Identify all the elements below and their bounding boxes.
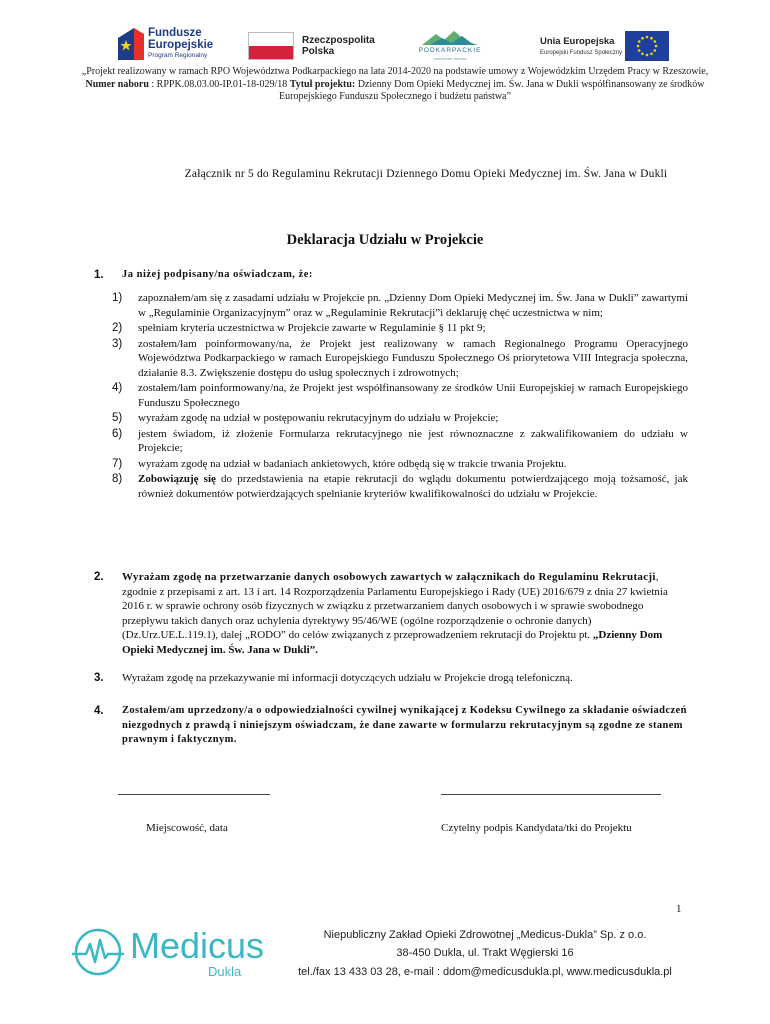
place-date-line — [118, 794, 270, 795]
list-item: 1) zapoznałem/am się z zasadami udziału w Projekcie pn. „Dzienny Dom Opieki Medycznej im. Św. Jana w Dukli” zawartymi w „Regulaminie Organizacyjnym” oraz w „Regulaminie Rekrutacji”i deklaruję chęć uczestnictwa w nim; — [112, 292, 688, 319]
list-item: 5) wyrażam zgodę na udział w postępowaniu rekrutacyjnym do udziału w Projekcie; — [112, 412, 499, 424]
pk-name: PODKARPACKIE — [418, 47, 482, 54]
list-item: 6) jestem świadom, iż złożenie Formularza rekrutacyjnego nie jest równoznaczne z zakwalifikowaniem do udziału w Projekcie; — [112, 427, 688, 454]
rzeczpospolita-polska-logo — [248, 26, 378, 66]
list-item: 2) spełniam kryteria uczestnictwa w Projekcie zawarte w Regulaminie § 11 pkt 9; — [112, 322, 486, 334]
page-number: 1 — [676, 903, 682, 915]
section4-number: 4. — [94, 705, 104, 717]
podkarpackie-logo — [410, 26, 490, 66]
annex-heading: Załącznik nr 5 do Regulaminu Rekrutacji Dziennego Domu Opieki Medycznej im. Św. Jana w Dukli — [184, 168, 668, 180]
section3-number: 3. — [94, 672, 104, 684]
list-item: 3) zostałem/łam poinformowany/na, że Projekt jest realizowany w ramach Regionalnego Programu Operacyjnego Województwa Podkarpackiego w ramach Europejskiego Funduszu Społecznego Oś priorytetowa VIII Integracja społeczna, działanie 8.3. Zwiększenie dostępu do usług społecznych i zdrowotnych; — [112, 337, 688, 379]
footer-contact: tel./fax 13 433 03 28, e-mail : ddom@medicusdukla.pl, www.medicusdukla.pl — [298, 966, 672, 978]
unia-europejska-logo — [522, 26, 672, 66]
place-date-label: Miejscowość, data — [146, 822, 228, 834]
heartbeat-icon — [68, 928, 128, 976]
pk-sub: przestrzeń otwarta — [433, 56, 467, 61]
ue-line2: Europejski Fundusz Społeczny — [540, 50, 623, 56]
medicus-logo — [68, 922, 265, 982]
section2-bold-end: „Dzienny Dom Opieki Medycznej im. Św. Jana w Dukli”. — [122, 629, 663, 656]
eu-flag-icon — [625, 31, 669, 61]
fundusze-europejskie-logo — [118, 26, 228, 66]
rp-line2: Polska — [302, 46, 335, 57]
section2-number: 2. — [94, 571, 104, 583]
note-part2: : RPPK.08.03.00-IP.01-18-029/18 — [148, 78, 290, 90]
note-nabor-label: Numer naboru — [85, 78, 149, 90]
footer-address: 38-450 Dukla, ul. Trakt Węgierski 16 — [396, 947, 574, 959]
list-item: 7) wyrażam zgodę na udział w badaniach ankietowych, które odbędą się w trakcie trwania Projektu. — [112, 457, 567, 470]
fe-line2: Europejskie — [148, 39, 214, 51]
signature-label: Czytelny podpis Kandydata/tki do Projektu — [441, 822, 632, 834]
note-tytul-label: Tytuł projektu: — [289, 78, 356, 90]
section2-body: , zgodnie z przepisami z art. 13 i art. 14 Rozporządzenia Parlamentu Europejskiego i Rady (UE) 2016/679 z dnia 27 kwietnia 2016 r. w sprawie ochrony osób fizycznych w związku z przetwarzaniem danych osobowych i w sprawie swobodnego przepływu takich danych oraz uchylenia dyrektywy 95/46/WE (ogólne rozporządzenie o ochronie danych) (Dz.Urz.UE.L.119.1), dalej „RODO” do celów związanych z przeprowadzeniem rekrutacji do Projektu pt. — [122, 571, 668, 641]
declaration-list — [112, 291, 688, 502]
list-item: 4) zostałem/łam poinformowany/na, że Projekt jest współfinansowany ze środków Unii Europejskiej w ramach Europejskiego Funduszu Społecznego — [112, 382, 688, 409]
logo-sub: Dukla — [208, 964, 242, 979]
section2-text — [122, 570, 688, 657]
fe-star-flag-icon — [118, 28, 144, 60]
footer-company: Niepubliczny Zakład Opieki Zdrowotnej „Medicus-Dukla” Sp. z o.o. — [323, 929, 647, 941]
fe-line3: Program Regionalny — [148, 52, 208, 59]
document-title: Deklaracja Udziału w Projekcie — [286, 232, 484, 248]
section1-number: 1. — [94, 269, 104, 281]
note-part3: Dzienny Dom Opieki Medycznej im. Św. Jana w Dukli współfinansowany ze środków Europejskiego Funduszu Społecznego i budżetu państwa” — [279, 78, 705, 102]
note-part1: „Projekt realizowany w ramach RPO Województwa Podkarpackiego na lata 2014-2020 na podstawie umowy z Wojewódzkim Urzędem Pracy w Rzeszowie, — [81, 66, 709, 77]
polish-flag-icon — [248, 32, 294, 60]
fe-line1: Fundusze — [148, 27, 202, 39]
project-note — [80, 66, 710, 104]
section4-text: Zostałem/am uprzedzony/a o odpowiedzialności cywilnej wynikającej z Kodeksu Cywilnego za składanie oświadczeń niezgodnych z prawdą i niniejszym oświadczam, że dane zawarte w formularzu rekrutacyjnym są zgodne ze stanem prawnym i faktycznym. — [122, 705, 687, 745]
rp-line1: Rzeczpospolita — [302, 35, 375, 46]
section1-heading: Ja niżej podpisany/na oświadczam, że: — [122, 269, 313, 280]
logo-name: Medicus — [130, 925, 265, 966]
ue-line1: Unia Europejska — [540, 36, 615, 47]
header-logos — [0, 26, 770, 66]
list-item: 8) Zobowiązuję się do przedstawienia na etapie rekrutacji do wglądu dokumentu potwierdzającego moją tożsamość, jak również dokumentów potwierdzających spełnianie kryteriów kwalifikowalności do udziału w Projekcie. — [112, 473, 688, 500]
mountains-icon — [422, 30, 478, 46]
section3-text: Wyrażam zgodę na przekazywanie mi informacji dotyczących udziału w Projekcie drogą telefoniczną. — [122, 672, 573, 684]
section2-bold: Wyrażam zgodę na przetwarzanie danych osobowych zawartych w załącznikach do Regulaminu Rekrutacji — [122, 571, 656, 583]
signature-line — [441, 794, 661, 795]
